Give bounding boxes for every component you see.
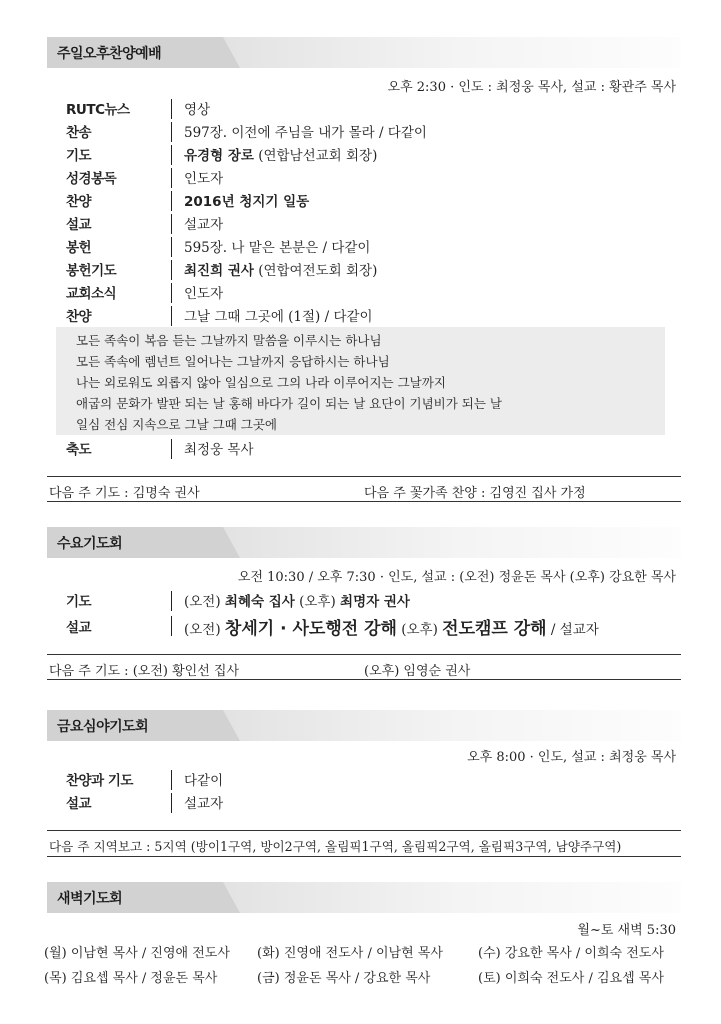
order-value <box>184 259 377 279</box>
dawn-leader: (토) 이희숙 전도사 / 김요셉 목사 <box>478 971 664 986</box>
section-title: 금요심야기도회 <box>57 719 149 735</box>
order-label: RUTC뉴스 <box>66 102 130 118</box>
service-info: 오전 10:30 / 오후 7:30 · 인도, 설교 : (오전) 정윤돈 목사 (오후) 강요한 목사 <box>237 570 676 585</box>
order-label: 찬양 <box>66 194 92 210</box>
dawn-leader: (금) 정윤돈 목사 / 강요한 목사 <box>257 971 431 986</box>
order-label: 찬양과 기도 <box>66 773 133 789</box>
section-title: 수요기도회 <box>57 536 123 552</box>
order-label: 설교 <box>66 217 92 233</box>
order-label: 찬송 <box>66 125 92 141</box>
service-info: 오후 2:30 · 인도 : 최정웅 목사, 설교 : 황관주 목사 <box>387 80 676 95</box>
order-value: 영상 <box>184 102 211 118</box>
am-tag: (오전) <box>184 622 225 638</box>
pm-tag: (오후) <box>294 594 341 610</box>
dawn-leader: (목) 김요셉 목사 / 정윤돈 목사 <box>44 971 218 986</box>
dawn-leader: (수) 강요한 목사 / 이희숙 전도사 <box>478 946 664 961</box>
divider <box>47 856 681 857</box>
prayer-name: 유경형 장로 <box>184 148 254 164</box>
divider <box>47 501 681 502</box>
service-info: 오후 8:00 · 인도, 설교 : 최정웅 목사 <box>467 750 676 765</box>
next-week-flower: 다음 주 꽃가족 찬양 : 김영진 집사 가정 <box>364 486 586 501</box>
order-value: 다같이 <box>184 773 224 789</box>
pm-sermon-title: 전도캠프 강해 <box>442 619 547 639</box>
order-label: 설교 <box>66 796 92 812</box>
next-week-region-report: 다음 주 지역보고 : 5지역 (방이1구역, 방이2구역, 올림픽1구역, 올림픽2구역, 올림픽3구역, 남양주구역) <box>49 839 622 854</box>
order-label: 교회소식 <box>66 286 117 302</box>
order-value: 인도자 <box>184 286 224 302</box>
order-label: 설교 <box>66 620 92 636</box>
order-value: 최정웅 목사 <box>184 442 254 458</box>
order-label: 기도 <box>66 148 92 164</box>
divider <box>47 830 681 831</box>
order-value: 그날 그때 그곳에 (1절) / 다같이 <box>184 309 373 325</box>
section-header-wednesday <box>47 527 681 558</box>
lyrics-line: 애굽의 문화가 발판 되는 날 홍해 바다가 길이 되는 날 요단이 기념비가 되는 날 <box>76 396 502 411</box>
next-week-prayer: 다음 주 기도 : 김명숙 권사 <box>49 486 200 501</box>
am-prayer-name: 최혜숙 집사 <box>224 594 295 610</box>
section-header-friday <box>47 710 681 741</box>
am-tag: (오전) <box>184 594 225 610</box>
order-value <box>184 590 410 610</box>
offering-prayer-name: 최진희 권사 <box>184 263 254 279</box>
order-label: 봉헌 <box>66 240 92 256</box>
order-label: 봉헌기도 <box>66 263 117 279</box>
order-value <box>184 144 377 164</box>
dawn-leader: (월) 이남현 목사 / 진영애 전도사 <box>44 946 230 961</box>
section-title: 새벽기도회 <box>57 891 123 907</box>
order-value: 595장. 나 맡은 본분은 / 다같이 <box>184 240 371 256</box>
order-label: 축도 <box>66 442 92 458</box>
offering-prayer-role: (연합여전도회 회장) <box>253 263 378 279</box>
order-value: 설교자 <box>184 217 224 233</box>
prayer-role: (연합남선교회 회장) <box>253 148 378 164</box>
divider <box>47 679 681 680</box>
dawn-leader: (화) 진영애 전도사 / 이남현 목사 <box>257 946 443 961</box>
order-label: 기도 <box>66 594 92 610</box>
order-label: 찬양 <box>66 309 92 325</box>
lyrics-line: 나는 외로워도 외롭지 않아 일심으로 그의 나라 이루어지는 그날까지 <box>76 375 446 390</box>
lyrics-line: 일심 전심 지속으로 그날 그때 그곳에 <box>76 417 277 432</box>
order-value: 인도자 <box>184 171 224 187</box>
sermon-suffix: / 설교자 <box>546 622 599 638</box>
next-week-prayer: 다음 주 기도 : (오전) 황인선 집사 <box>49 664 240 679</box>
order-value: 597장. 이전에 주님을 내가 몰라 / 다같이 <box>184 125 427 141</box>
am-sermon-title: 창세기 · 사도행전 강해 <box>224 619 397 639</box>
lyrics-box <box>56 327 665 435</box>
section-header-sunday <box>47 37 681 68</box>
divider <box>47 476 681 477</box>
lyrics-line: 모든 족속에 렘넌트 일어나는 그날까지 응답하시는 하나님 <box>76 354 390 369</box>
pm-tag: (오후) <box>396 622 443 638</box>
order-value: 2016년 청지기 일동 <box>184 194 310 210</box>
section-title: 주일오후찬양예배 <box>57 46 162 62</box>
pm-prayer-name: 최명자 권사 <box>340 594 410 610</box>
divider <box>47 654 681 655</box>
service-info: 월~토 새벽 5:30 <box>577 923 676 938</box>
next-week-prayer-pm: (오후) 임영순 권사 <box>364 664 471 679</box>
order-label: 성경봉독 <box>66 171 117 187</box>
lyrics-line: 모든 족속이 복음 듣는 그날까지 말씀을 이루시는 하나님 <box>76 333 382 348</box>
section-header-dawn <box>47 882 681 913</box>
order-value <box>184 614 599 639</box>
order-value: 설교자 <box>184 796 224 812</box>
